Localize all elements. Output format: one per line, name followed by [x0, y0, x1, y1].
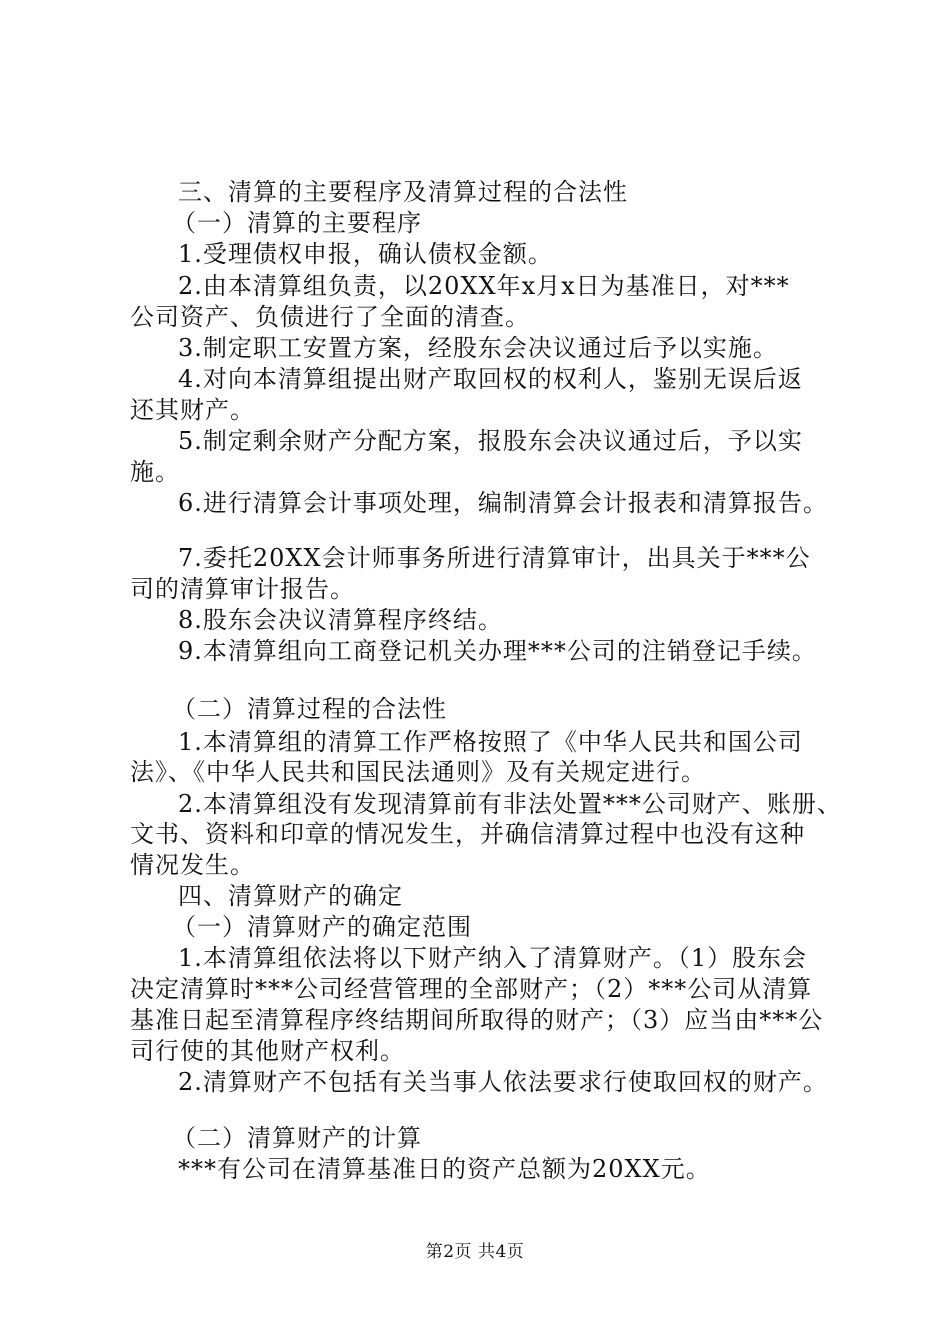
section-heading-3: 三、清算的主要程序及清算过程的合法性: [178, 178, 628, 206]
list-item: 2.清算财产不包括有关当事人依法要求行使取回权的财产。: [178, 1068, 828, 1096]
paragraph-line: 决定清算时***公司经营管理的全部财产；（2）***公司从清算: [130, 975, 813, 1003]
paragraph-line: 还其财产。: [130, 396, 255, 424]
list-item: 2.由本清算组负责，以20XX年x月x日为基准日，对***: [178, 272, 790, 300]
list-item: 2.本清算组没有发现清算前有非法处置***公司财产、账册、: [178, 790, 842, 818]
list-item: 9.本清算组向工商登记机关办理***公司的注销登记手续。: [178, 637, 817, 665]
paragraph-line: 法》、《中华人民共和国民法通则》及有关规定进行。: [130, 758, 706, 786]
list-item: 3.制定职工安置方案，经股东会决议通过后予以实施。: [178, 334, 778, 362]
paragraph-line: 公司资产、负债进行了全面的清查。: [130, 303, 530, 331]
paragraph-line: 基准日起至清算程序终结期间所取得的财产；（3）应当由***公: [130, 1006, 824, 1034]
list-item: 1.本清算组的清算工作严格按照了《中华人民共和国公司: [178, 728, 803, 756]
section-heading-4: 四、清算财产的确定: [178, 882, 403, 910]
list-item: 1.受理债权申报，确认债权金额。: [178, 240, 553, 268]
list-item: 5.制定剩余财产分配方案，报股东会决议通过后，予以实: [178, 427, 803, 455]
subsection-heading: （二）清算过程的合法性: [172, 695, 447, 723]
list-item: 6.进行清算会计事项处理，编制清算会计报表和清算报告。: [178, 489, 828, 517]
subsection-heading: （二）清算财产的计算: [172, 1124, 422, 1152]
subsection-heading: （一）清算的主要程序: [172, 209, 422, 237]
paragraph-line: 司的清算审计报告。: [130, 575, 355, 603]
paragraph-line: 文书、资料和印章的情况发生，并确信清算过程中也没有这种: [130, 820, 805, 848]
paragraph-line: 情况发生。: [130, 851, 255, 879]
subsection-heading: （一）清算财产的确定范围: [172, 913, 472, 941]
list-item: 8.股东会决议清算程序终结。: [178, 606, 503, 634]
list-item: 7.委托20XX会计师事务所进行清算审计，出具关于***公: [178, 544, 811, 572]
paragraph-line: ***有公司在清算基准日的资产总额为20XX元。: [178, 1155, 711, 1183]
paragraph-line: 施。: [130, 458, 180, 486]
paragraph-line: 司行使的其他财产权利。: [130, 1037, 405, 1065]
list-item: 4.对向本清算组提出财产取回权的权利人，鉴别无误后返: [178, 365, 803, 393]
page-footer: 第2页 共4页: [425, 1242, 525, 1262]
list-item: 1.本清算组依法将以下财产纳入了清算财产。（1）股东会: [178, 944, 808, 972]
